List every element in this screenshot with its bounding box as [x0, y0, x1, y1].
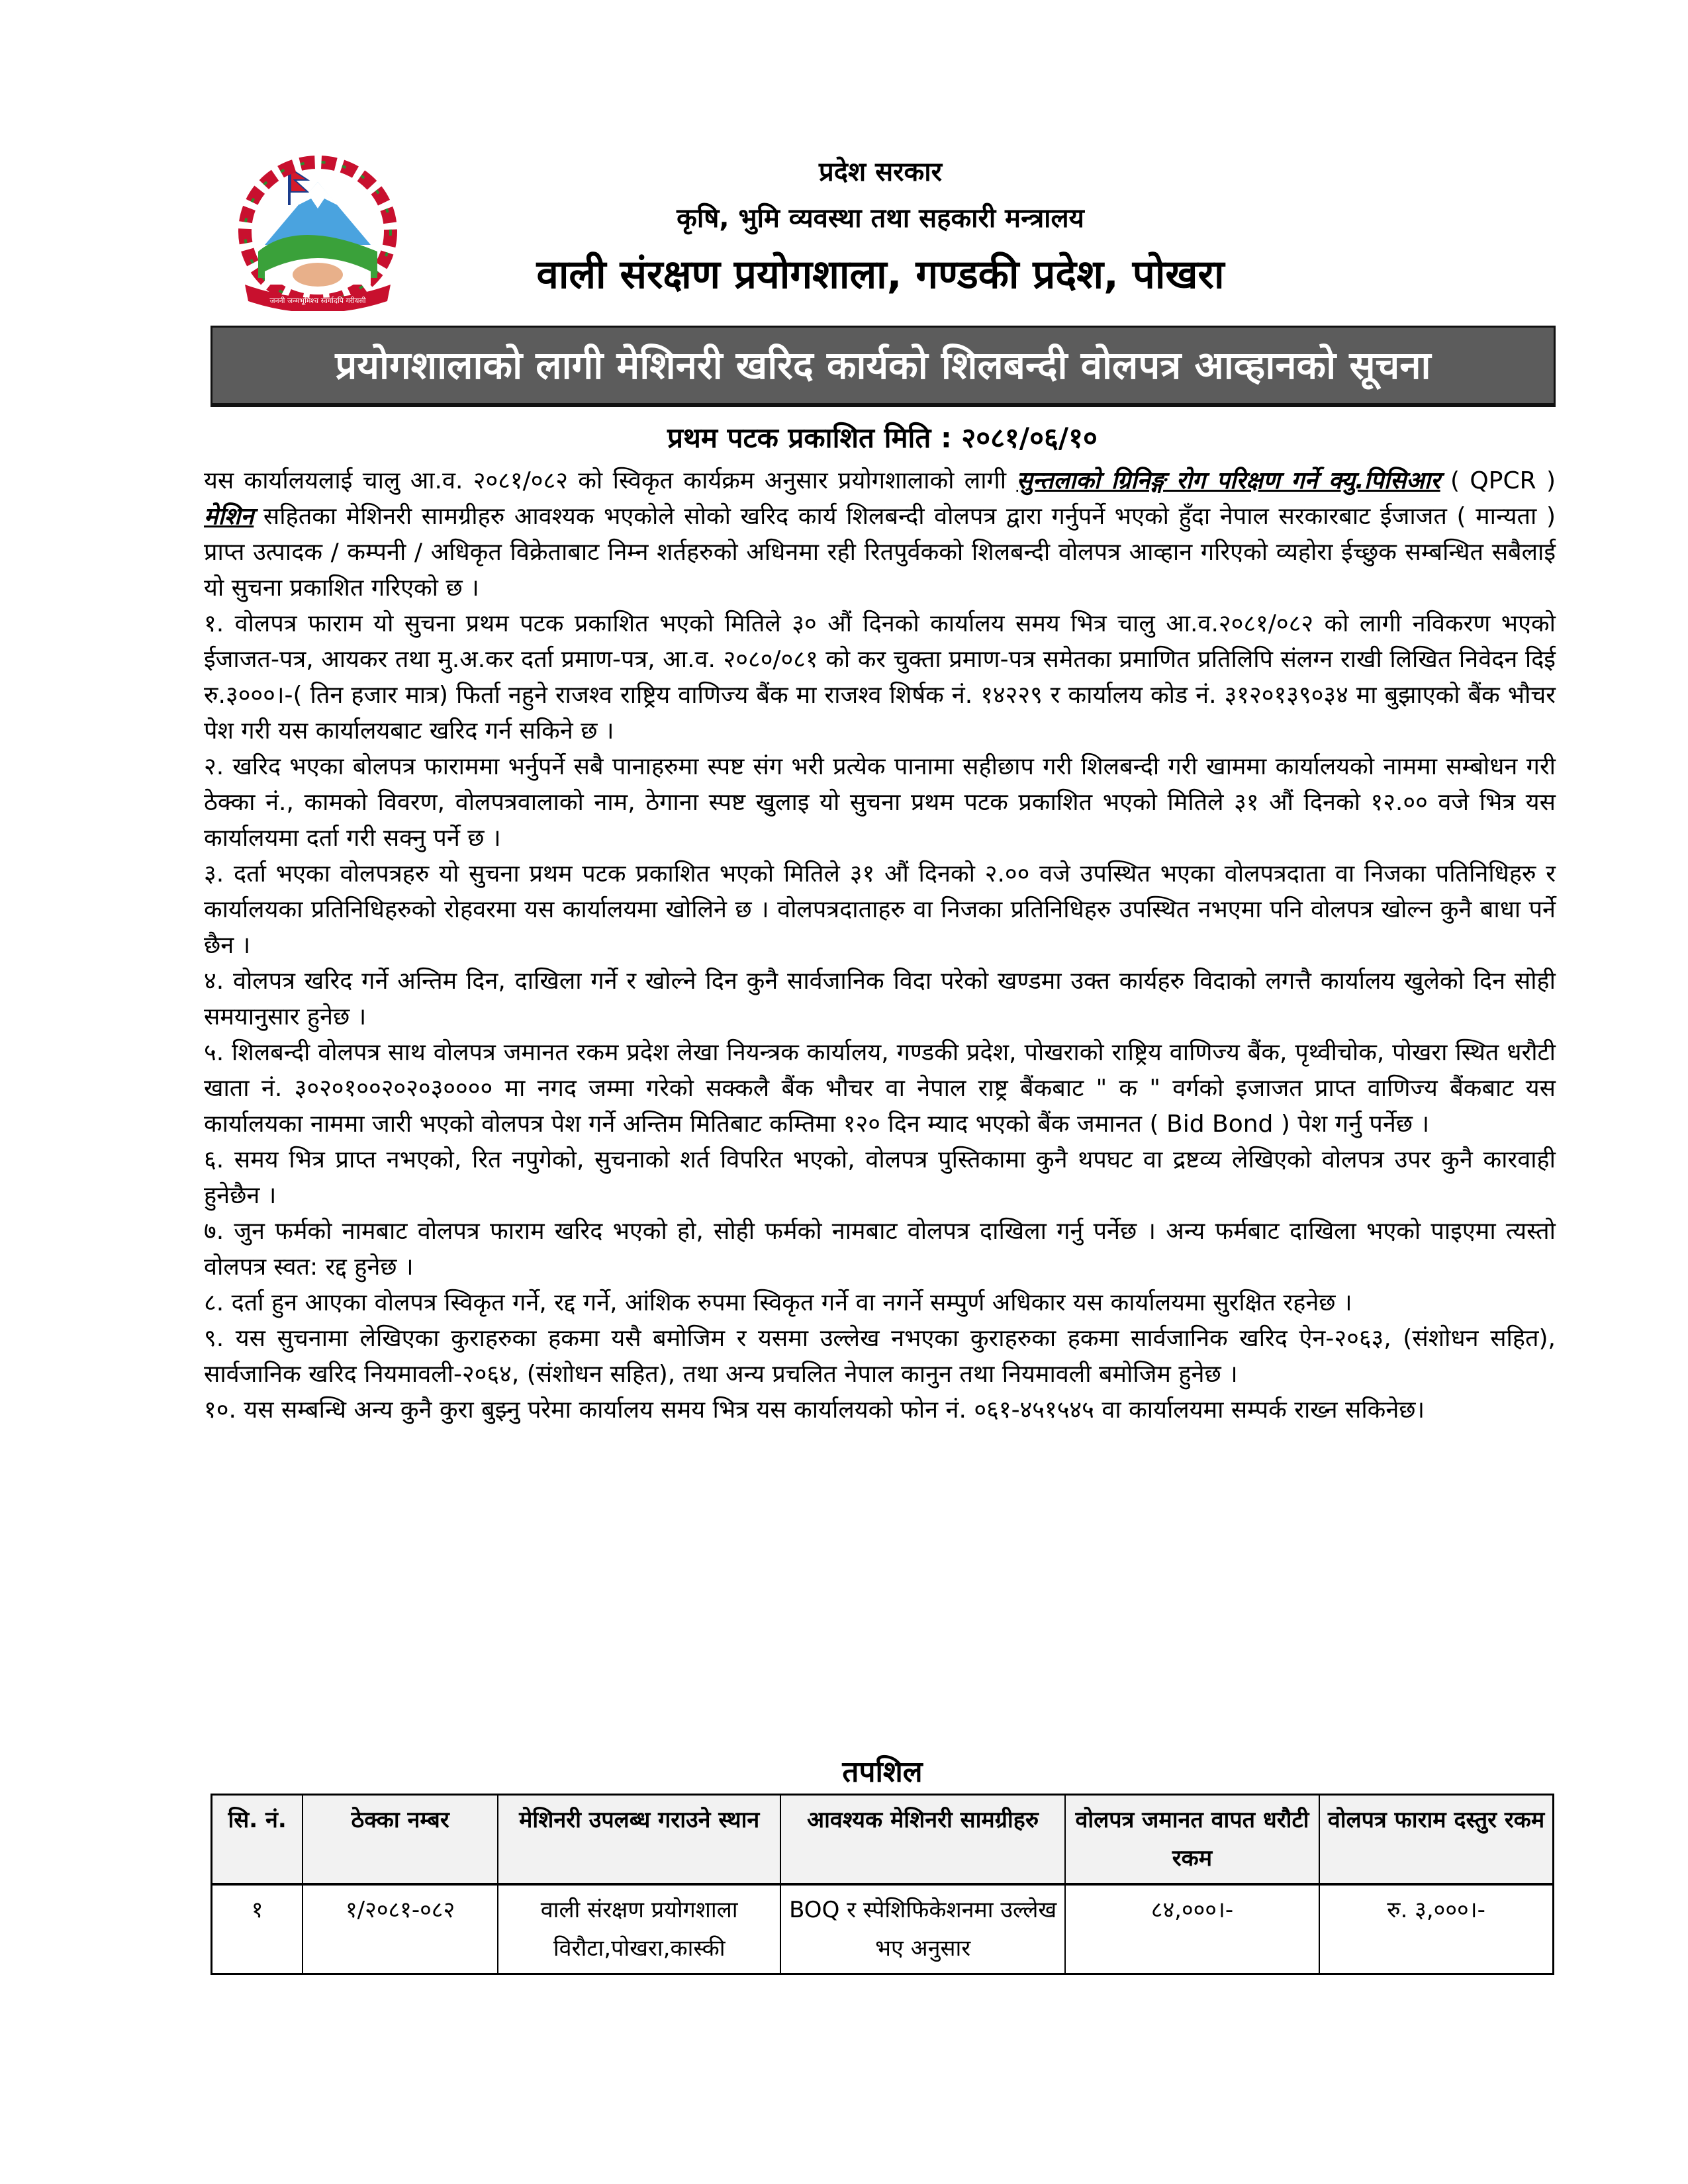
clause-1: १. वोलपत्र फाराम यो सुचना प्रथम पटक प्रकाशित भएको मितिले ३० औं दिनको कार्यालय समय भित्र चालु आ.व.२०८१/०८२ को लागी नविकरण भएको ईजाजत-पत्र, आयकर तथा मु.अ.कर दर्ता प्रमाण-पत्र, आ.व. २०८०/०८१ को कर चुक्ता प्रमाण-पत्र समेतका प्रमाणित प्रतिलिपि संलग्न राखी लिखित निवेदन दिई रु.३०००।-( तिन हजार मात्र) फिर्ता नहुने राजश्व राष्ट्रिय वाणिज्य बैंक मा राजश्व शिर्षक नं. १४२२९ र कार्यालय कोड नं. ३१२०१३९०३४ मा बुझाएको बैंक भौचर पेश गरी यस कार्यालयबाट खरिद गर्न सकिने छ । — [204, 610, 1556, 745]
clause-4: ४. वोलपत्र खरिद गर्ने अन्तिम दिन, दाखिला गर्ने र खोल्ने दिन कुनै सार्वजानिक विदा परेको खण्डमा उक्त कार्यहरु विदाको लगत्तै कार्यालय खुलेको दिन सोही समयानुसार हुनेछ । — [204, 968, 1556, 1030]
letterhead — [218, 146, 1344, 311]
clause-5: ५. शिलबन्दी वोलपत्र साथ वोलपत्र जमानत रकम प्रदेश लेखा नियन्त्रक कार्यालय, गण्डकी प्रदेश, पोखराको राष्ट्रिय वाणिज्य बैंक, पृथ्वीचोक, पोखरा स्थित धरौटी खाता नं. ३०२०१००२०२०३०००० मा नगद जम्मा गरेको सक्कलै बैंक भौचर वा नेपाल राष्ट्र बैंकबाट " क " वर्गको इजाजत प्राप्त वाणिज्य बैंकबाट यस कार्यालयका नाममा जारी भएको वोलपत्र पेश गर्ने अन्तिम मितिबाट कम्तिमा १२० दिन म्याद भएको बैंक जमानत ( Bid Bond ) पेश गर्नु पर्नेछ । — [204, 1039, 1556, 1138]
table-row — [212, 1884, 1554, 1974]
column-header: ठेक्का नम्बर — [303, 1795, 498, 1885]
bid-security-amount-cell: ८४,०००।- — [1065, 1884, 1319, 1974]
contract-number-cell: १/२०८१-०८२ — [303, 1884, 498, 1974]
column-header: मेशिनरी उपलब्ध गराउने स्थान — [498, 1795, 781, 1885]
bid-form-fee-cell: रु. ३,०००।- — [1319, 1884, 1553, 1974]
required-items-cell: BOQ र स्पेशिफिकेशनमा उल्लेख भए अनुसार — [780, 1884, 1064, 1974]
emphasized-item: सुन्तलाको ग्रिनिङ्ग रोग परिक्षण गर्ने क्यु.पिसिआर — [1016, 467, 1440, 494]
clause-6: ६. समय भित्र प्राप्त नभएको, रित नपुगेको, सुचनाको शर्त विपरित भएको, वोलपत्र पुस्तिकामा कुनै थपघट वा द्रष्टव्य लेखिएको वोलपत्र उपर कुनै कारवाही हुनेछैन । — [204, 1146, 1556, 1209]
ministry-name: कृषि, भुमि व्यवस्था तथा सहकारी मन्त्रालय — [677, 203, 1084, 234]
nepal-emblem-icon — [218, 146, 417, 311]
table-header-row — [212, 1795, 1554, 1885]
svg-text:जननी जन्मभूमिश्च स्वर्गादपि गर: जननी जन्मभूमिश्च स्वर्गादपि गरीयसी — [269, 296, 366, 305]
tender-schedule-table — [211, 1794, 1554, 1975]
government-name: प्रदेश सरकार — [819, 157, 942, 187]
intro-paragraph: यस कार्यालयलाई चालु आ.व. २०८१/०८२ को स्विकृत कार्यक्रम अनुसार प्रयोगशालाको लागी सुन्तलाको ग्रिनिङ्ग रोग परिक्षण गर्ने क्यु.पिसिआर ( QPCR ) मेशिन सहितका मेशिनरी सामग्रीहरु आवश्यक भएकोले सोको खरिद कार्य शिलबन्दी वोलपत्र द्वारा गर्नुपर्ने भएको हुँदा नेपाल सरकारबाट ईजाजत ( मान्यता ) प्राप्त उत्पादक / कम्पनी / अधिकृत विक्रेताबाट निम्न शर्तहरुको अधिनमा रही रितपुर्वकको शिलबन्दी वोलपत्र आव्हान गरिएको व्यहोरा ईच्छुक सम्बन्धित सबैलाई यो सुचना प्रकाशित गरिएको छ । — [204, 467, 1556, 602]
schedule-title: तपशिल — [842, 1755, 923, 1789]
notice-title-banner: प्रयोगशालाको लागी मेशिनरी खरिद कार्यको शिलबन्दी वोलपत्र आव्हानको सूचना — [211, 326, 1556, 405]
column-header: आवश्यक मेशिनरी सामग्रीहरु — [780, 1795, 1064, 1885]
emphasized-item: मेशिन — [204, 503, 254, 530]
column-header: वोलपत्र फाराम दस्तुर रकम — [1319, 1795, 1553, 1885]
delivery-location-cell: वाली संरक्षण प्रयोगशाला विरौटा,पोखरा,कास्की — [498, 1884, 781, 1974]
clause-8: ८. दर्ता हुन आएका वोलपत्र स्विकृत गर्ने, रद्द गर्ने, आंशिक रुपमा स्विकृत गर्ने वा नगर्ने सम्पुर्ण अधिकार यस कार्यालयमा सुरक्षित रहनेछ । — [204, 1289, 1352, 1316]
clause-9: ९. यस सुचनामा लेखिएका कुराहरुका हकमा यसै बमोजिम र यसमा उल्लेख नभएका कुराहरुका हकमा सार्वजानिक खरिद ऐन-२०६३, (संशोधन सहित), सार्वजानिक खरिद नियमावली-२०६४, (संशोधन सहित), तथा अन्य प्रचलित नेपाल कानुन तथा नियमावली बमोजिम हुनेछ । — [204, 1325, 1556, 1388]
publication-date: प्रथम पटक प्रकाशित मिति : २०८१/०६/१० — [667, 422, 1098, 454]
column-header: वोलपत्र जमानत वापत धरौटी रकम — [1065, 1795, 1319, 1885]
office-name: वाली संरक्षण प्रयोगशाला, गण्डकी प्रदेश, पोखरा — [536, 251, 1225, 298]
clause-2: २. खरिद भएका बोलपत्र फाराममा भर्नुपर्ने सबै पानाहरुमा स्पष्ट संग भरी प्रत्येक पानामा सहीछाप गरी शिलबन्दी गरी खाममा कार्यालयको नाममा सम्बोधन गरी ठेक्का नं., कामको विवरण, वोलपत्रवालाको नाम, ठेगाना स्पष्ट खुलाइ यो सुचना प्रथम पटक प्रकाशित भएको मितिले ३१ औं दिनको १२.०० वजे भित्र यस कार्यालयमा दर्ता गरी सक्नु पर्ने छ । — [204, 753, 1556, 852]
notice-body — [204, 463, 1556, 1428]
clause-3: ३. दर्ता भएका वोलपत्रहरु यो सुचना प्रथम पटक प्रकाशित भएको मितिले ३१ औं दिनको २.०० वजे उपस्थित भएका वोलपत्रदाता वा निजका पतिनिधिहरु र कार्यालयका प्रतिनिधिहरुको रोहवरमा यस कार्यालयमा खोलिने छ । वोलपत्रदाताहरु वा निजका प्रतिनिधिहरु उपस्थित नभएमा पनि वोलपत्र खोल्न कुनै बाधा पर्ने छैन । — [204, 860, 1556, 959]
serial-number-cell: १ — [212, 1884, 303, 1974]
column-header: सि. नं. — [212, 1795, 303, 1885]
clause-10: १०. यस सम्बन्धि अन्य कुनै कुरा बुझ्नु परेमा कार्यालय समय भित्र यस कार्यालयको फोन नं. ०६१-४५१५४५ वा कार्यालयमा सम्पर्क राख्न सकिनेछ। — [204, 1396, 1425, 1424]
clause-7: ७. जुन फर्मको नामबाट वोलपत्र फाराम खरिद भएको हो, सोही फर्मको नामबाट वोलपत्र दाखिला गर्नु पर्नेछ । अन्य फर्मबाट दाखिला भएको पाइएमा त्यस्तो वोलपत्र स्वत: रद्द हुनेछ । — [204, 1218, 1556, 1281]
